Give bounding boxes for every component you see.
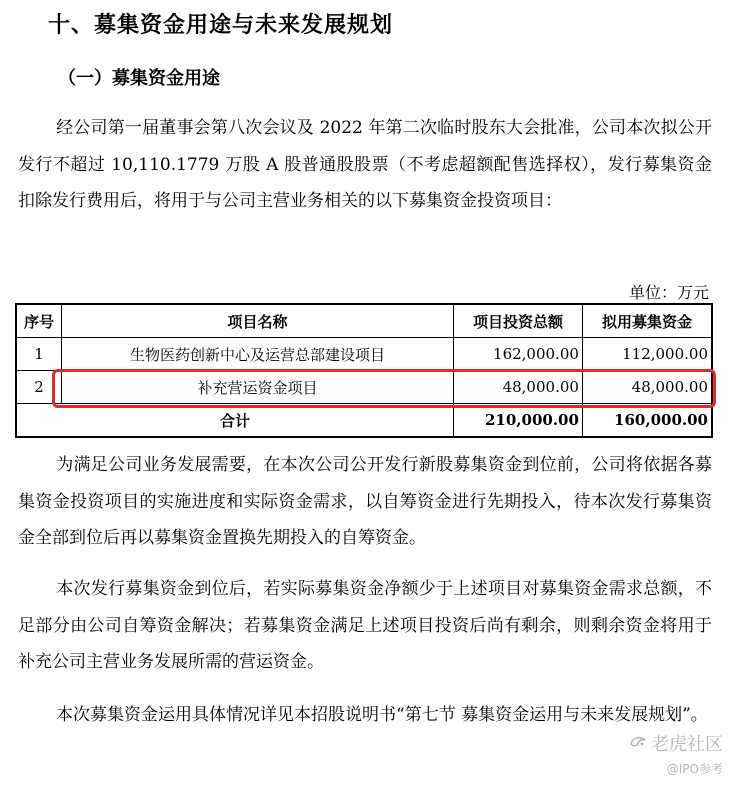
cell-raised-funds: 112,000.00 (582, 338, 712, 371)
table-total-row (16, 404, 712, 438)
header-raised-funds: 拟用募集资金 (582, 304, 712, 338)
cell-name: 生物医药创新中心及运营总部建设项目 (62, 338, 454, 371)
table-header-row (16, 304, 712, 338)
header-name: 项目名称 (62, 304, 454, 338)
paragraph-reference (18, 697, 712, 734)
paragraph-surplus-text: 本次发行募集资金到位后，若实际募集资金净额少于上述项目对募集资金需求总额，不足部分由公司自筹资金解决；若募集资金满足上述项目投资后尚有剩余，则剩余资金将用于补充公司主营业务发展所需的营运资金。 (18, 579, 712, 672)
section-title: 十、募集资金用途与未来发展规划 (48, 13, 394, 38)
projects-table (15, 303, 713, 438)
paragraph-intro (18, 110, 712, 220)
paragraph-reference-text: 本次募集资金运用具体情况详见本招股说明书“第七节 募集资金运用与未来发展规划”。 (56, 705, 708, 725)
subsection-title: （一）募集资金用途 (58, 68, 220, 89)
paragraph-intro-text: 经公司第一届董事会第八次会议及 2022 年第二次临时股东大会批准，公司本次拟公开发行不超过 10,110.1779 万股 A 股普通股股票（不考虑超额配售选择权），发行募集资金扣除发行费用后，将用于与公司主营业务相关的以下募集资金投资项目： (18, 118, 712, 211)
header-total-investment: 项目投资总额 (454, 304, 583, 338)
cell-no: 2 (16, 371, 62, 404)
cell-total-investment: 48,000.00 (454, 371, 583, 404)
paragraph-surplus (18, 571, 712, 681)
cell-name: 补充营运资金项目 (62, 371, 454, 404)
watermark (629, 730, 723, 777)
paragraph-funding (18, 447, 712, 557)
paragraph-funding-text: 为满足公司业务发展需要，在本次公司公开发行新股募集资金到位前，公司将依据各募集资金投资项目的实施进度和实际资金需求，以自筹资金进行先期投入，待本次发行募集资金全部到位后再以募集资金置换先期投入的自筹资金。 (18, 455, 712, 548)
cell-raised-funds: 48,000.00 (582, 371, 712, 404)
cell-total-investment: 162,000.00 (454, 338, 583, 371)
header-no: 序号 (16, 304, 62, 338)
cell-total-investment: 210,000.00 (454, 404, 583, 438)
cell-no: 1 (16, 338, 62, 371)
watermark-brand: 老虎社区 (651, 734, 723, 755)
watermark-handle: @IPO参考 (666, 762, 723, 776)
table-row (16, 371, 712, 404)
cell-total-raised-funds: 160,000.00 (582, 404, 712, 438)
table-row (16, 338, 712, 371)
cell-total-label: 合计 (16, 404, 454, 438)
table-unit: 单位：万元 (628, 283, 709, 302)
tiger-logo-icon (629, 734, 647, 755)
